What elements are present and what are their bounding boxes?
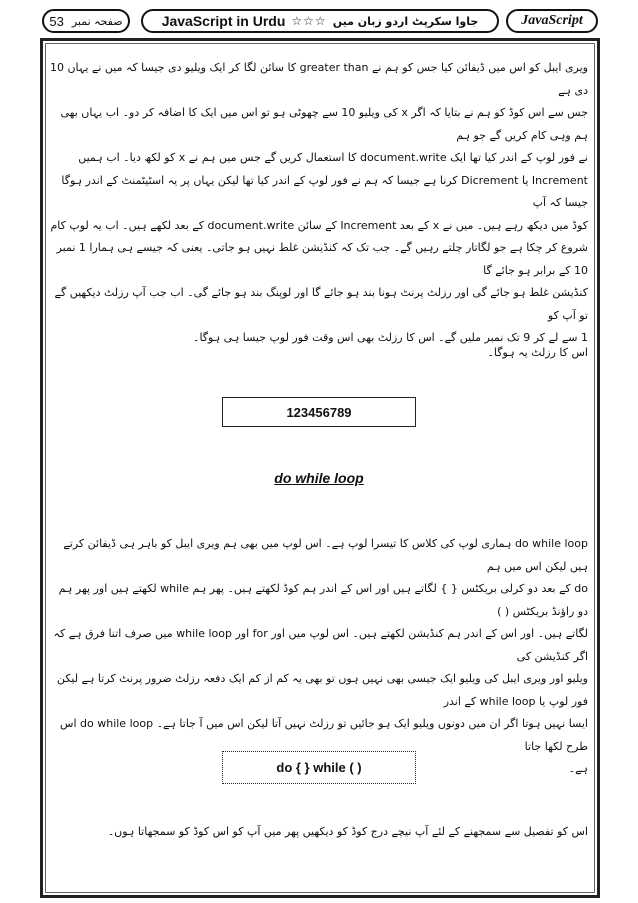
- paragraph-1-line: نے فور لوپ کے اندر کیا تھا ایک document.write کا استعمال کریں گے جس میں ہم نے x کو لکھ دیا۔ اب ہمیں: [78, 151, 588, 164]
- paragraph-3-line: لگاتے ہیں۔ اور اس کے اندر ہم کنڈیشن لکھتے ہیں۔ اس لوپ میں اور for اور while loop میں صرف اتنا فرق ہے کہ اگر کنڈیشن کی: [53, 627, 588, 663]
- paragraph-3-line: ویلیو اور ویری ایبل کی ویلیو ایک جیسی بھی نہیں ہوں تو بھی یہ کم از کم ایک دفعہ رزلٹ ضرور پرنٹ کرتا ہے لیکن فور لوپ یا while loop کے اندر: [56, 672, 588, 708]
- header-title-urdu: جاوا سکرپٹ اردو زبان میں: [332, 14, 479, 28]
- syntax-code: do { } while ( ): [276, 760, 362, 775]
- closing-line: اس کو تفصیل سے سمجھنے کے لئے آپ نیچے درج کوڈ کو دیکھیں پھر میں آپ کو اس کوڈ کو سمجھاتا ہوں۔: [107, 825, 588, 838]
- paragraph-3: [50, 533, 588, 781]
- header-title-badge: [141, 9, 499, 33]
- paragraph-1-line: جس سے اس کوڈ کو ہم نے بتایا کہ اگر x کی ویلیو 10 سے چھوٹی ہو تو اس میں ایک کا اضافہ کر دو۔ اب یہاں بھی ہم وہی کام کریں گے جو ہم: [60, 106, 588, 142]
- paragraph-1-line: کنڈیشن غلط ہو جائے گی اور رزلٹ پرنٹ ہونا بند ہو جائے گا اور لوپنگ بند ہو جائے گی۔ اب جب آپ رزلٹ دیکھیں گے تو آپ کو: [54, 286, 588, 322]
- page-header: [0, 6, 638, 36]
- header-title-english: JavaScript in Urdu: [161, 13, 286, 29]
- page-number: 53: [49, 13, 64, 29]
- star-icons: ☆☆☆: [291, 14, 327, 28]
- paragraph-3-line: do کے بعد دو کرلی بریکٹس { } لگاتے ہیں اور اس کے اندر ہم کوڈ لکھتے ہیں۔ پھر ہم while لکھتے ہیں اور پھر ہم دو راؤنڈ بریکٹس ( ): [58, 582, 588, 618]
- brand-badge: [506, 9, 598, 33]
- section-heading: do while loop: [274, 470, 364, 486]
- paragraph-1-line: شروع کر چکا ہے جو لگاتار چلتے رہیں گے۔ جب تک کہ کنڈیشن غلط نہیں ہو جاتی۔ یعنی کہ جیسے ہی ہمارا 1 نمبر 10 کے برابر ہو جائے گا: [56, 241, 588, 277]
- paragraph-1: [50, 57, 588, 350]
- paragraph-3-line: ہے۔: [568, 762, 588, 775]
- paragraph-3-line: ایسا نہیں ہوتا اگر ان میں دونوں ویلیو ایک ہو جائیں تو رزلٹ نہیں آتا لیکن اس میں آ جاتا ہے۔ do while loop اس طرح لکھا جاتا: [60, 717, 588, 753]
- paragraph-2: [50, 342, 588, 365]
- paragraph-3-line: do while loop ہماری لوپ کی کلاس کا تیسرا لوپ ہے۔ اس لوپ میں بھی ہم ویری ایبل کو باہر ہی ڈیفائن کرتے ہیں لیکن اس میں ہم: [63, 537, 588, 573]
- paragraph-1-line: 1 سے لے کر 9 تک نمبر ملیں گے۔ اس کا رزلٹ بھی اس وقت فور لوپ جیسا ہی ہوگا۔: [193, 331, 588, 344]
- page-number-label: صفحہ نمبر: [71, 14, 123, 28]
- result-output: 123456789: [286, 404, 352, 420]
- paragraph-4: [50, 821, 588, 844]
- result-intro: اس کا رزلٹ یہ ہوگا۔: [487, 346, 588, 359]
- result-output-box: [222, 397, 416, 427]
- paragraph-1-line: کوڈ میں دیکھ رہے ہیں۔ میں نے x کے بعد Increment کے سائن document.write کے بعد لکھے ہیں۔ اب یہ لوپ کام: [50, 218, 588, 232]
- paragraph-1-line: ویری ایبل کو اس میں ڈیفائن کیا جس کو ہم نے greater than کا سائن لگا کر ایک ویلیو دی جیسا کہ میں نے یہاں 10 دی ہے: [49, 61, 588, 97]
- brand-label: JavaScript: [521, 13, 583, 28]
- paragraph-1-line: Increment یا Dicrement کرنا ہے جیسا کہ ہم نے فور لوپ کے اندر کیا تھا لیکن یہاں پر یہ اسٹیٹمنٹ کے اندر ہوگا جیسا کہ آپ: [61, 173, 588, 209]
- page-number-badge: [42, 9, 130, 33]
- syntax-box: [222, 751, 416, 784]
